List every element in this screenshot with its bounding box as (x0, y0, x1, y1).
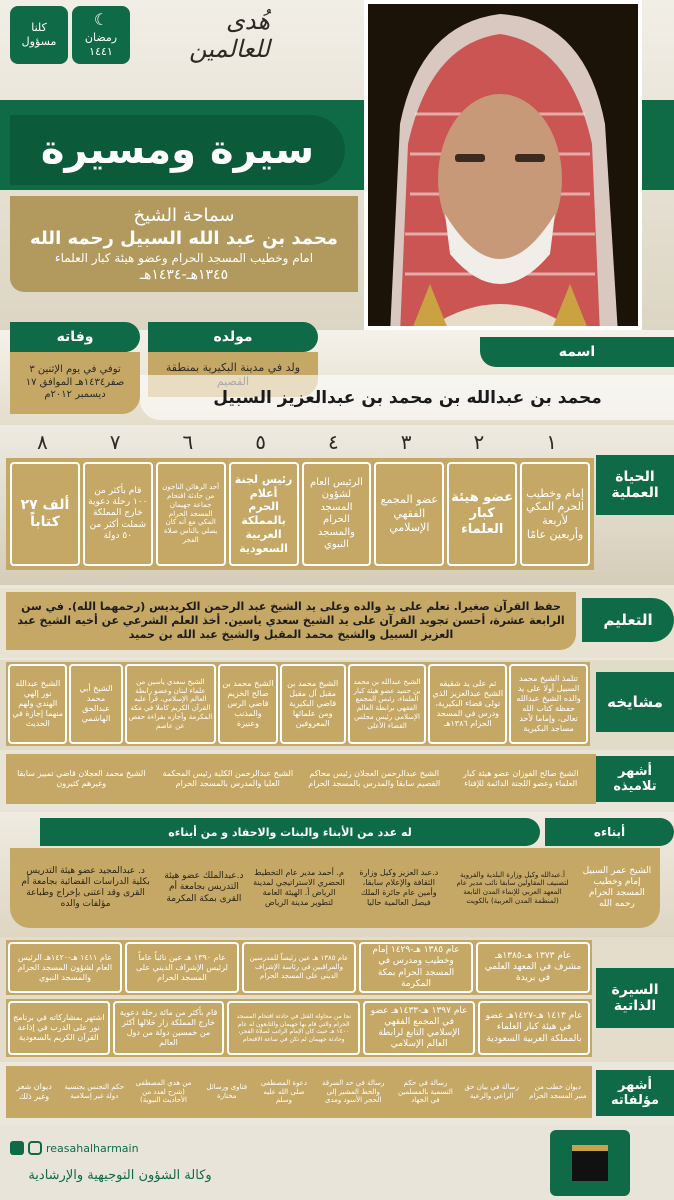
sheikh-role: امام وخطيب المسجد الحرام وعضو هيئة كبار العلماء (54, 251, 314, 265)
full-name: محمد بن عبدالله بن محمد بن عبدالعزيز السبيل (213, 387, 602, 408)
teachers-items (8, 664, 588, 744)
sheikh-title-box (10, 196, 358, 292)
career-item: رئيس لجنة أعلام الحرم بالمملكة العربية السعودية (229, 462, 299, 566)
child-item: أ.عبدالله وكيل وزارة البلدية والقروية لتصنيف المقاولين سابقا نائب مدير عام المعهد العربي للإنماء المدن التابعة (لمنظمة المدن العربية) بالكويت (456, 870, 569, 905)
career-item: قام بأكثر من ١٠٠ رحلة دعوية خارج المملكة شملت أكثر من ٥٠ دولة (83, 462, 153, 566)
tagline: هُدى للعالمين (189, 7, 270, 63)
career-item: أحد الرهائن الناجون من حادثة اقتحام جماعة جهيمان المسجد الحرام المكي مع أنه كان يصلي بالناس صلاة الفجر (156, 462, 226, 566)
children-label: أبناءه (545, 818, 674, 846)
cv-item: اشتهر بمشاركاته في برنامج نور على الدرب في إذاعة القرآن الكريم بالسعودية (8, 1001, 110, 1055)
teacher-item: الشيخ سعدي ياسين من علماء لبنان وعضو رابطة العالم الإسلامي، قرأ عليه القرآن الكريم كاملا في مكة المكرمة وأجازه بقراءة حفص عن عاصم (125, 664, 217, 744)
cv-item: عام ١٣٩٠ هـ عين نائباً عاماً لرئيس الإشراف الديني على المسجد الحرام (125, 942, 239, 993)
cv-row1 (8, 942, 590, 993)
child-item: د.عبد العزيز وكيل وزارة الثقافة والإعلام سابقا، وأمين عام جائزة الملك فيصل العالمية حاليا (359, 868, 439, 907)
student-item: الشيخ عبدالرحمن الكلية رئيس المحكمة العليا والمدرس بالمسجد الحرام (162, 769, 294, 788)
works-items (8, 1068, 590, 1116)
teacher-item: ثم على يد شقيقه الشيخ عبدالعزيز الذي تولى قضاء البكيرية، ودرس في المسجد الحرام ١٣٨٦هـ (428, 664, 507, 744)
work-item: رسالة في حكم التسمية بالمسلمين في الجهاد (397, 1078, 453, 1105)
student-item: الشيخ صالح الفوزان عضو هيئة كبار العلماء وعضو اللجنة الدائمة للإفتاء (463, 769, 579, 788)
works-label: أشهر مؤلفاته (596, 1070, 674, 1116)
career-item: ألف ٢٧ كتاباً (10, 462, 80, 566)
child-item: م. أحمد مدير عام التخطيط الحضري الاستراتيجي لمدينة الرياض أ. الهيئة العامة لتطوير مدينة الرياض (253, 868, 345, 907)
footer-handle-row (10, 1138, 210, 1158)
career-number: ٥ (255, 430, 266, 454)
education-text: حفظ القرآن صغيرا. تعلم على يد والده وعلى يد الشيخ عبد الرحمن الكريديس (رحمهما الله). في سن الرابعة عشرة، أحسن تجويد القرآن على يد الشيخ سعدي ياسين. أخذ العلم الشرعي عن أخيه الشيخ عبد العزيز السبيل والشيخ محمد المقبل والشيخ عبد الله بن حميد (17, 600, 565, 641)
cv-item: عام ١٣٨٥ هـ عين رئيساً للمدرسين والمراقبين في رئاسة الإشراف الديني على المسجد الحرام (242, 942, 356, 993)
death-label: وفاته (10, 322, 140, 352)
cv-item: عام ١٤١١ هـ-١٤٢٠هـ الرئيس العام لشؤون المسجد الحرام والمسجد النبوي (8, 942, 122, 993)
career-items (10, 462, 590, 566)
work-item: حكم التجنس بجنسية دولة غير إسلامية (64, 1083, 125, 1100)
kulluna-masool-logo: كلنا مسؤول (10, 6, 68, 64)
death-text: توفي في يوم الإثنين ٣ صفر١٤٣٤هـ الموافق ١٧ ديسمبر ٢٠١٢م (25, 364, 125, 401)
work-item: ديوان شعر وغير ذلك (16, 1082, 52, 1101)
work-item: رسالة في بيان حق الراعي والرعية (464, 1083, 519, 1100)
career-number: ١ (546, 430, 557, 454)
career-number: ٨ (37, 430, 48, 454)
teacher-item: تتلمذ الشيخ محمد السبيل أولا على يد والده الشيخ عبدالله حفظة كتاب الله تعالى، وإماما لأحد مساجد البكيرية (509, 664, 588, 744)
name-label: اسمه (480, 337, 674, 367)
agency-name: وكالة الشؤون التوجيهية والإرشادية (28, 1167, 212, 1183)
teacher-item: الشيخ عبدالله نور إلهي الهندي ولهم منهما إجازة في الحديث (8, 664, 67, 744)
child-item: د. عبدالمجيد عضو هيئة التدريس بكلية الدراسات القضائية بجامعة أم القرى وقد اعتنى بإخراج وطباعة مؤلفات والده (21, 865, 150, 910)
work-item: فتاوى ورسائل مختارة (206, 1083, 248, 1100)
work-item: من هدي المصطفى (شرح لعدد من الأحاديث النبوية) (135, 1078, 192, 1105)
career-item: الرئيس العام لشؤون المسجد الحرام والمسجد النبوي (302, 462, 372, 566)
sheikh-name: محمد بن عبد الله السبيل رحمه الله (30, 228, 338, 249)
career-item: عضو هيئة كبار العلماء (447, 462, 517, 566)
cv-item: عام ١٣٨٥ هـ-١٤٢٩ إمام وخطيب ومدرس في المسجد الحرام بمكة المكرمة (359, 942, 473, 993)
cv-item: عام ١٣٩٧ هـ-١٤٣٣هـ عضو في المجمع الفقهي الإسلامي التابع لرابطة العالم الإسلامي (363, 1001, 475, 1055)
teacher-item: الشيخ أبي محمد عبدالحق الهاشمي (69, 664, 122, 744)
life-dates: ١٣٤٥هـ-١٤٣٤هـ (139, 267, 229, 283)
teachers-label: مشايخه (596, 672, 674, 732)
teacher-item: الشيخ عبدالله بن محمد بن حميد عضو هيئة كبار العلماء، رئيس المجمع الفقهي برابطة العالم الإسلامي رئيس مجلس القضاء الأعلى (348, 664, 427, 744)
kaaba-logo (550, 1130, 630, 1196)
career-numbers-row (6, 430, 588, 454)
career-item: عضو المجمع الفقهي الإسلامي (374, 462, 444, 566)
kaaba-icon (572, 1145, 608, 1181)
career-number: ٤ (328, 430, 339, 454)
children-summary: له عدد من الأبناء والبنات والاحفاد و من أبناءه (40, 818, 540, 846)
page-title: سيرة ومسيرة (10, 115, 345, 185)
cv-label: السيرة الذاتية (596, 968, 674, 1028)
work-item: دعوة المصطفى صلى الله عليه وسلم (260, 1078, 307, 1105)
ramadan-logo: ☾ رمضان ١٤٤١ (72, 6, 130, 64)
career-number: ٣ (400, 430, 412, 454)
children-items (14, 850, 656, 926)
cv-item: نجا من محاولة القتل في حادثة اقتحام المسجد الحرام والتي قام بها جهيمان والتابعون له عام ١٤٠٠ هـ حيث كان الإمام الراتب لصلاة الفجر، وحادثة جهيمان لم تكن في ساعة الاقتحام (227, 1001, 360, 1055)
students-label: أشهر تلاميذه (596, 756, 674, 802)
education-label: التعليم (582, 598, 674, 642)
work-item: رسالة في حد السرقة والخط المشير إلى الحجر الأسود ومدى (321, 1078, 385, 1105)
work-item: ديوان خطب من منبر المسجد الحرام (529, 1083, 587, 1100)
cv-row2 (8, 1001, 590, 1055)
instagram-icon (28, 1141, 42, 1155)
career-number: ٧ (109, 430, 121, 454)
crescent-icon: ☾ (93, 10, 109, 30)
twitter-icon (10, 1141, 24, 1155)
birth-label: مولده (148, 322, 318, 352)
cv-item: عام ١٣٧٣ هـ-١٣٨٥هـ مشرف في المعهد العلمي في بريدة (476, 942, 590, 993)
social-handle: reasahalharmain (46, 1141, 139, 1155)
career-item: إمام وخطيب الحرم المكي لأربعة وأربعين عامًا (520, 462, 590, 566)
child-item: د.عبدالملك عضو هيئة التدريس بجامعة أم القرى بمكة المكرمة (164, 871, 244, 904)
student-item: الشيخ عبدالرحمن العجلان رئيس محاكم القصيم سابقا والمدرس بالمسجد الحرام (308, 769, 441, 788)
sheikh-portrait (364, 0, 642, 330)
teacher-item: الشيخ محمد بن صالح الخزيم قاضي الرس والمذنب وعنيزة (218, 664, 277, 744)
career-label: الحياة العملية (596, 455, 674, 515)
students-items (10, 756, 592, 802)
birth-text: ولد في مدينة البكيرية بمنطقة (165, 361, 301, 375)
teacher-item: الشيخ محمد بن مقبل آل مقبل قاضي البكيرية ومن علمائها المعروفين (280, 664, 346, 744)
cv-item: عام ١٤١٣ هـ-١٤٢٧هـ عضو في هيئة كبار العلماء بالمملكة العربية السعودية (478, 1001, 590, 1055)
honorific: سماحة الشيخ (133, 205, 235, 226)
career-number: ٦ (182, 430, 194, 454)
cv-item: قام بأكثر من مائة رحلة دعوية خارج المملكة زار خلالها أكثر من خمسين دولة من دول العالم (113, 1001, 225, 1055)
child-item: الشيخ عمر السبيل إمام وخطيب المسجد الحرام رحمه الله (582, 865, 652, 910)
career-number: ٢ (473, 430, 485, 454)
student-item: الشيخ محمد العجلان قاضي تمييز سابقا وغيرهم كثيرون (17, 769, 146, 788)
